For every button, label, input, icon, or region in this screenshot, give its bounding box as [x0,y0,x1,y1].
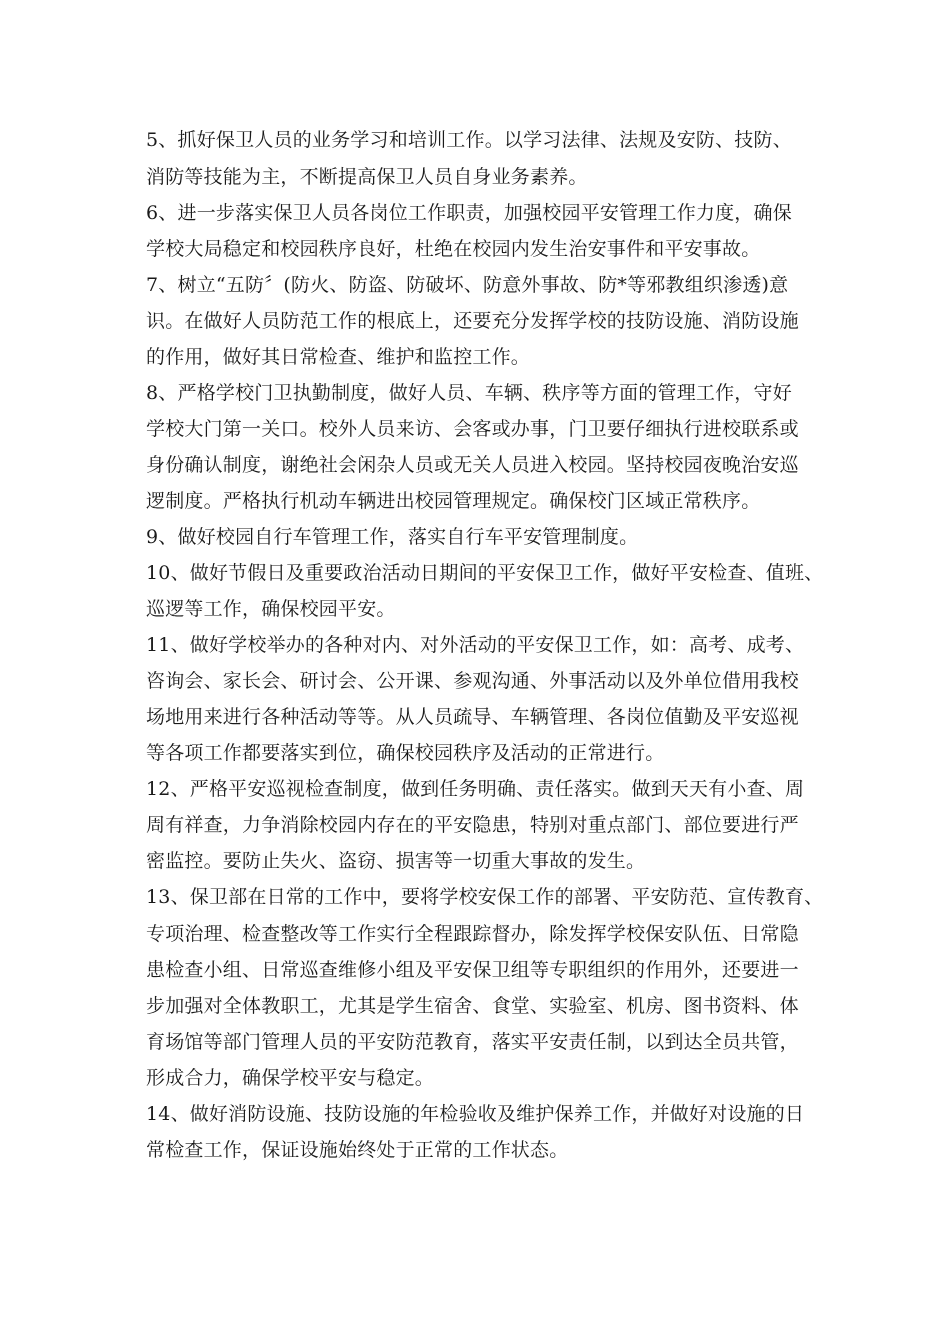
text-line: 巡逻等工作，确保校园平安。 [146,598,396,620]
text-line: 身份确认制度，谢绝社会闲杂人员或无关人员进入校园。坚持校园夜晚治安巡 [146,454,799,476]
text-line: 7、树立“五防〞(防火、防盗、防破坏、防意外事故、防*等邪教组织渗透)意 [146,274,789,296]
text-line: 等各项工作都要落实到位，确保校园秩序及活动的正常进行。 [146,742,665,764]
text-line: 密监控。要防止失火、盗窃、损害等一切重大事故的发生。 [146,850,646,872]
text-line: 12、严格平安巡视检查制度，做到任务明确、责任落实。做到天天有小查、周 [146,778,805,800]
text-line: 学校大局稳定和校园秩序良好，杜绝在校园内发生治安事件和平安事故。 [146,238,761,260]
text-line: 8、严格学校门卫执勤制度，做好人员、车辆、秩序等方面的管理工作，守好 [146,382,792,404]
text-line: 步加强对全体教职工，尤其是学生宿舍、食堂、实验室、机房、图书资料、体 [146,995,799,1017]
text-line: 常检查工作，保证设施始终处于正常的工作状态。 [146,1139,569,1161]
text-line: 14、做好消防设施、技防设施的年检验收及维护保养工作，并做好对设施的日 [146,1103,805,1125]
text-line: 的作用，做好其日常检查、维护和监控工作。 [146,346,531,368]
text-line: 专项治理、检查整改等工作实行全程跟踪督办，除发挥学校保安队伍、日常隐 [146,923,799,945]
text-line: 13、保卫部在日常的工作中，要将学校安保工作的部署、平安防范、宣传教育、 [146,886,824,908]
text-line: 育场馆等部门管理人员的平安防范教育，落实平安责任制，以到达全员共管， [146,1031,799,1053]
text-line: 周有祥查，力争消除校园内存在的平安隐患，特别对重点部门、部位要进行严 [146,814,799,836]
text-line: 5、抓好保卫人员的业务学习和培训工作。以学习法律、法规及安防、技防、 [146,129,792,151]
text-line: 6、进一步落实保卫人员各岗位工作职责，加强校园平安管理工作力度，确保 [146,202,792,224]
text-line: 10、做好节假日及重要政治活动日期间的平安保卫工作，做好平安检查、值班、 [146,562,824,584]
text-line: 逻制度。严格执行机动车辆进出校园管理规定。确保校门区域正常秩序。 [146,490,761,512]
text-line: 学校大门第一关口。校外人员来访、会客或办事，门卫要仔细执行进校联系或 [146,418,799,440]
text-line: 患检查小组、日常巡查维修小组及平安保卫组等专职组织的作用外，还要进一 [146,959,799,981]
text-line: 消防等技能为主，不断提高保卫人员自身业务素养。 [146,166,588,188]
text-line: 识。在做好人员防范工作的根底上，还要充分发挥学校的技防设施、消防设施 [146,310,799,332]
text-line: 咨询会、家长会、研讨会、公开课、参观沟通、外事活动以及外单位借用我校 [146,670,799,692]
text-line: 场地用来进行各种活动等等。从人员疏导、车辆管理、各岗位值勤及平安巡视 [146,706,799,728]
text-line: 9、做好校园自行车管理工作，落实自行车平安管理制度。 [146,526,639,548]
text-line: 11、做好学校举办的各种对内、对外活动的平安保卫工作，如：高考、成考、 [146,634,805,656]
text-line: 形成合力，确保学校平安与稳定。 [146,1067,435,1089]
